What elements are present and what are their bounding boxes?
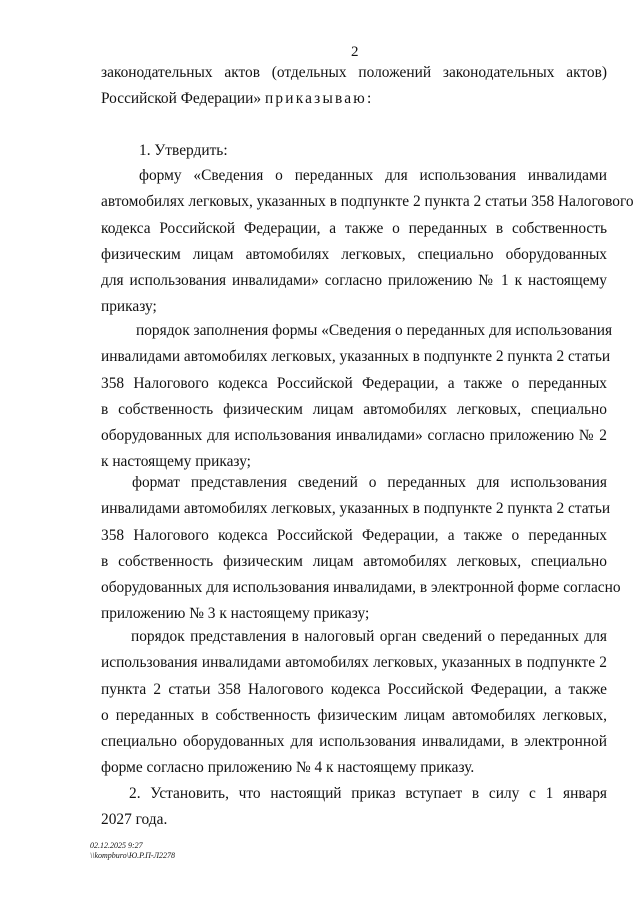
paragraph-line: форму «Сведения о переданных для использования инвалидами (139, 167, 607, 184)
page-number: 2 (351, 44, 359, 60)
intro-line-2 (101, 86, 607, 112)
paragraph-line: использования инвалидами автомобилях легковых, указанных в подпункте 2 (101, 654, 607, 672)
paragraph-line: пункта 2 статьи 358 Налогового кодекса Российской Федерации, а также (101, 680, 607, 698)
paragraph-line: оборудованных для использования инвалидами» согласно приложению № 2 (101, 427, 607, 445)
item-2-line: 2027 года. (101, 811, 168, 829)
paragraph-line: к настоящему приказу; (101, 453, 251, 471)
footer-date: 02.12.2025 9:27 (90, 841, 143, 850)
paragraph-line: форме согласно приложению № 4 к настоящему приказу. (101, 759, 475, 777)
item-2-line: 2. Установить, что настоящий приказ вступает в силу с 1 января (129, 785, 607, 802)
paragraph-line: в собственность физическим лицам автомобилях легковых, специально (101, 552, 607, 570)
paragraph-line: инвалидами автомобилях легковых, указанных в подпункте 2 пункта 2 статьи (101, 348, 611, 366)
paragraph-line: автомобилях легковых, указанных в подпункте 2 пункта 2 статьи 358 Налогового (101, 193, 634, 211)
paragraph-line: кодекса Российской Федерации, а также о переданных в собственность (101, 219, 607, 237)
paragraph-line: для использования инвалидами» согласно приложению № 1 к настоящему (101, 272, 607, 290)
paragraph-submission-procedure (101, 624, 607, 782)
item-1-heading-text: 1. Утвердить: (139, 142, 228, 159)
paragraph-filling-procedure (101, 318, 613, 476)
document-footer (90, 841, 175, 861)
paragraph-line: формат представления сведений о переданных для использования (132, 474, 607, 491)
order-word: приказываю: (264, 90, 374, 108)
paragraph-line: приказу; (101, 298, 157, 316)
item-1-heading (139, 138, 439, 164)
intro-text: Российской Федерации» (101, 90, 265, 108)
paragraph-line: приложению № 3 к настоящему приказу; (101, 605, 370, 623)
paragraph-line: 358 Налогового кодекса Российской Федерации, а также о переданных (101, 526, 607, 544)
intro-line-1: законодательных актов (отдельных положений законодательных актов) (101, 64, 607, 81)
paragraph-line: порядок заполнения формы «Сведения о переданных для использования (136, 322, 613, 339)
paragraph-line: оборудованных для использования инвалидами, в электронной форме согласно (101, 579, 621, 597)
paragraph-line: инвалидами автомобилях легковых, указанных в подпункте 2 пункта 2 статьи (101, 500, 611, 518)
paragraph-line: порядок представления в налоговый орган сведений о переданных для (131, 628, 607, 645)
item-2-block (101, 781, 607, 834)
paragraph-line: о переданных в собственность физическим лицам автомобилях легковых, (101, 706, 607, 724)
paragraph-line: специально оборудованных для использования инвалидами, в электронной (101, 733, 607, 751)
paragraph-line: физическим лицам автомобилях легковых, специально оборудованных (101, 245, 607, 263)
paragraph-line: в собственность физическим лицам автомобилях легковых, специально (101, 400, 607, 418)
paragraph-form (101, 163, 634, 321)
intro-block (101, 60, 607, 113)
paragraph-line: 358 Налогового кодекса Российской Федерации, а также о переданных (101, 374, 607, 392)
footer-file-path: \\kompburo\Ю.Р.П-Л2278 (90, 851, 176, 860)
paragraph-format (101, 470, 621, 628)
